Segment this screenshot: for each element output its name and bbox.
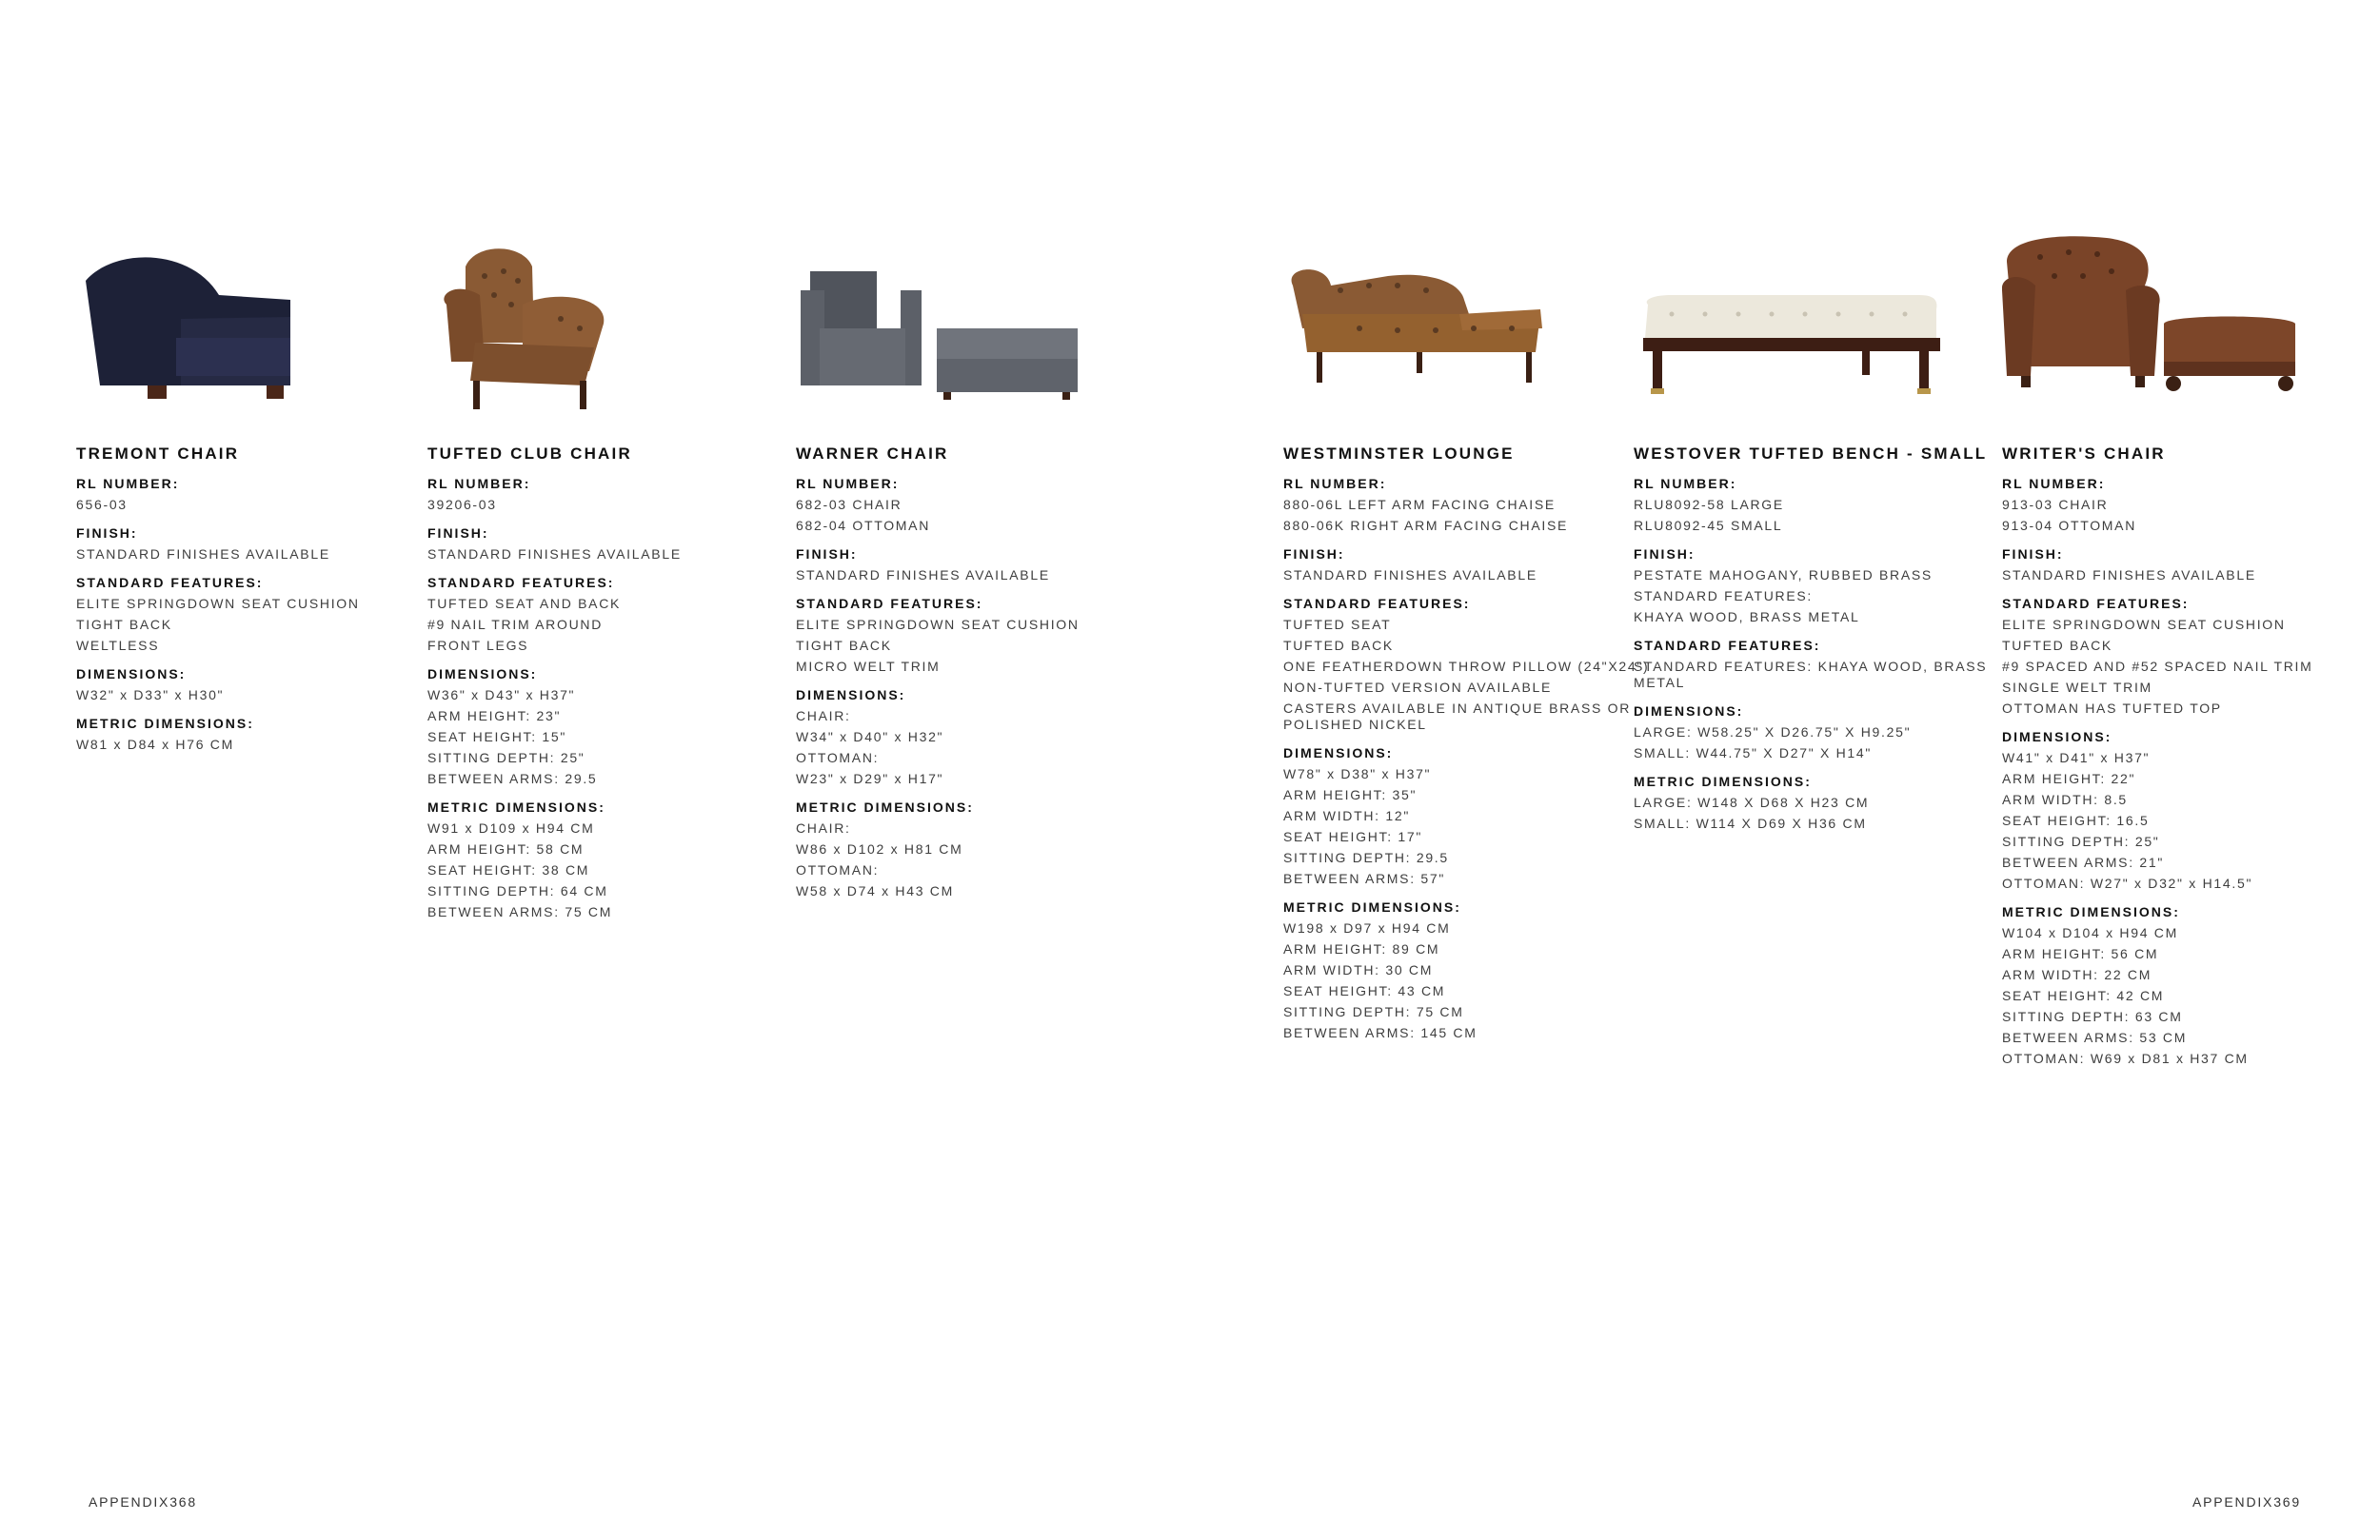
spec-value: OTTOMAN: bbox=[796, 750, 880, 765]
spec-section bbox=[427, 524, 799, 563]
spec-value: SITTING DEPTH: 75 CM bbox=[1283, 1004, 1464, 1019]
spec-section bbox=[1283, 744, 1655, 887]
spec-value: SEAT HEIGHT: 16.5 bbox=[2002, 813, 2150, 828]
spec-section bbox=[796, 686, 1167, 787]
westover-bench-image bbox=[1634, 286, 1948, 405]
warner-chair-image bbox=[796, 262, 1081, 414]
spec-value: SEAT HEIGHT: 15" bbox=[427, 729, 567, 744]
spec-value: OTTOMAN HAS TUFTED TOP bbox=[2002, 701, 2222, 716]
spec-label: STANDARD FEATURES: bbox=[2002, 596, 2190, 611]
westminster-lounge-image bbox=[1283, 262, 1550, 414]
spec-value: SMALL: W114 X D69 X H36 CM bbox=[1634, 816, 1867, 831]
spec-label: STANDARD FEATURES: bbox=[76, 575, 264, 590]
spec-value: W81 x D84 x H76 CM bbox=[76, 737, 234, 752]
spec-section bbox=[427, 475, 799, 513]
spec-value: W198 x D97 x H94 CM bbox=[1283, 920, 1451, 936]
spec-value: SEAT HEIGHT: 42 CM bbox=[2002, 988, 2165, 1003]
spec-value: FRONT LEGS bbox=[427, 638, 529, 653]
spec-value: PESTATE MAHOGANY, RUBBED BRASS bbox=[1634, 567, 1933, 582]
spec-value: STANDARD FINISHES AVAILABLE bbox=[1283, 567, 1537, 582]
writers-chair-specs bbox=[2002, 444, 2373, 1078]
spec-value: NON-TUFTED VERSION AVAILABLE bbox=[1283, 680, 1553, 695]
spec-value: W23" x D29" x H17" bbox=[796, 771, 944, 786]
spec-value: TUFTED BACK bbox=[1283, 638, 1394, 653]
spec-value: SEAT HEIGHT: 43 CM bbox=[1283, 983, 1446, 998]
spec-value: SINGLE WELT TRIM bbox=[2002, 680, 2152, 695]
spec-value: ARM WIDTH: 8.5 bbox=[2002, 792, 2128, 807]
spec-value: ARM HEIGHT: 89 CM bbox=[1283, 941, 1440, 957]
spec-value: SITTING DEPTH: 25" bbox=[427, 750, 585, 765]
spec-label: RL NUMBER: bbox=[1634, 476, 1737, 491]
spec-value: W91 x D109 x H94 CM bbox=[427, 820, 595, 836]
spec-value: W78" x D38" x H37" bbox=[1283, 766, 1432, 781]
spec-value: 913-04 OTTOMAN bbox=[2002, 518, 2137, 533]
spec-section bbox=[1634, 637, 2005, 691]
spec-value: LARGE: W148 X D68 X H23 CM bbox=[1634, 795, 1870, 810]
product-title: TREMONT CHAIR bbox=[76, 444, 240, 463]
spec-value: WELTLESS bbox=[76, 638, 160, 653]
spec-value: BETWEEN ARMS: 75 CM bbox=[427, 904, 613, 919]
spec-value: TIGHT BACK bbox=[796, 638, 892, 653]
spec-section bbox=[1283, 898, 1655, 1041]
spec-value: #9 SPACED AND #52 SPACED NAIL TRIM bbox=[2002, 659, 2313, 674]
spec-value: BETWEEN ARMS: 57" bbox=[1283, 871, 1446, 886]
warner-chair-specs bbox=[796, 444, 1167, 911]
spec-value: TUFTED SEAT bbox=[1283, 617, 1392, 632]
spec-value: OTTOMAN: bbox=[796, 862, 880, 878]
spec-label: FINISH: bbox=[796, 546, 858, 562]
spec-value: W104 x D104 x H94 CM bbox=[2002, 925, 2178, 940]
product-title: WESTMINSTER LOUNGE bbox=[1283, 444, 1515, 463]
spec-value: SEAT HEIGHT: 17" bbox=[1283, 829, 1423, 844]
spec-section bbox=[76, 715, 447, 753]
spec-value: 656-03 bbox=[76, 497, 128, 512]
tremont-chair-specs bbox=[76, 444, 447, 764]
spec-value: CASTERS AVAILABLE IN ANTIQUE BRASS OR POLISHED NICKEL bbox=[1283, 701, 1632, 732]
spec-section bbox=[2002, 595, 2373, 717]
spec-value: W34" x D40" x H32" bbox=[796, 729, 944, 744]
spec-label: RL NUMBER: bbox=[76, 476, 180, 491]
spec-value: STANDARD FINISHES AVAILABLE bbox=[427, 546, 682, 562]
spec-value: BETWEEN ARMS: 53 CM bbox=[2002, 1030, 2188, 1045]
spec-label: METRIC DIMENSIONS: bbox=[1283, 899, 1461, 915]
spec-value: W41" x D41" x H37" bbox=[2002, 750, 2151, 765]
spec-label: RL NUMBER: bbox=[796, 476, 900, 491]
spec-section bbox=[1634, 475, 2005, 534]
spec-value: TIGHT BACK bbox=[76, 617, 172, 632]
spec-section bbox=[2002, 475, 2373, 534]
spec-label: METRIC DIMENSIONS: bbox=[2002, 904, 2180, 919]
spec-value: ARM WIDTH: 30 CM bbox=[1283, 962, 1434, 977]
spec-label: DIMENSIONS: bbox=[427, 666, 538, 681]
spec-section bbox=[2002, 903, 2373, 1067]
spec-label: METRIC DIMENSIONS: bbox=[76, 716, 254, 731]
spec-section bbox=[427, 665, 799, 787]
product-title: WARNER CHAIR bbox=[796, 444, 949, 463]
spec-value: STANDARD FINISHES AVAILABLE bbox=[2002, 567, 2256, 582]
spec-label: METRIC DIMENSIONS: bbox=[427, 800, 605, 815]
tufted-club-chair-image bbox=[427, 238, 618, 414]
spec-label: FINISH: bbox=[76, 525, 138, 541]
spec-value: 880-06L LEFT ARM FACING CHAISE bbox=[1283, 497, 1556, 512]
spec-value: STANDARD FINISHES AVAILABLE bbox=[76, 546, 330, 562]
spec-label: RL NUMBER: bbox=[427, 476, 531, 491]
spec-label: DIMENSIONS: bbox=[1283, 745, 1394, 760]
spec-value: W86 x D102 x H81 CM bbox=[796, 841, 963, 857]
spec-value: SITTING DEPTH: 29.5 bbox=[1283, 850, 1449, 865]
spec-value: W58 x D74 x H43 CM bbox=[796, 883, 954, 898]
spec-section bbox=[427, 574, 799, 654]
spec-value: ELITE SPRINGDOWN SEAT CUSHION bbox=[796, 617, 1080, 632]
spec-value: 39206-03 bbox=[427, 497, 497, 512]
spec-label: FINISH: bbox=[1634, 546, 1696, 562]
product-title: WESTOVER TUFTED BENCH - SMALL bbox=[1634, 444, 1988, 463]
spec-value: STANDARD FEATURES: KHAYA WOOD, BRASS METAL bbox=[1634, 659, 1988, 690]
spec-section bbox=[2002, 728, 2373, 892]
spec-section bbox=[76, 574, 447, 654]
tremont-chair-image bbox=[76, 243, 305, 414]
spec-label: FINISH: bbox=[2002, 546, 2064, 562]
spec-value: LARGE: W58.25" X D26.75" X H9.25" bbox=[1634, 724, 1912, 740]
spec-value: ONE FEATHERDOWN THROW PILLOW (24"X24") bbox=[1283, 659, 1650, 674]
spec-value: W32" x D33" x H30" bbox=[76, 687, 225, 702]
spec-value: #9 NAIL TRIM AROUND bbox=[427, 617, 604, 632]
spec-label: DIMENSIONS: bbox=[76, 666, 187, 681]
spec-section bbox=[796, 595, 1167, 675]
spec-value: RLU8092-58 LARGE bbox=[1634, 497, 1784, 512]
spec-label: METRIC DIMENSIONS: bbox=[796, 800, 974, 815]
page-number-right: APPENDIX369 bbox=[2192, 1494, 2301, 1510]
spec-value: CHAIR: bbox=[796, 708, 851, 723]
spec-section bbox=[2002, 545, 2373, 583]
spec-value: 682-04 OTTOMAN bbox=[796, 518, 931, 533]
product-title: TUFTED CLUB CHAIR bbox=[427, 444, 632, 463]
spec-value: STANDARD FEATURES: bbox=[1634, 588, 1813, 603]
spec-section bbox=[1634, 702, 2005, 761]
spec-value: TUFTED BACK bbox=[2002, 638, 2112, 653]
page-number-left: APPENDIX368 bbox=[89, 1494, 197, 1510]
spec-value: KHAYA WOOD, BRASS METAL bbox=[1634, 609, 1860, 624]
spec-value: ARM HEIGHT: 56 CM bbox=[2002, 946, 2159, 961]
spec-value: BETWEEN ARMS: 21" bbox=[2002, 855, 2165, 870]
spec-value: SMALL: W44.75" X D27" X H14" bbox=[1634, 745, 1873, 760]
writers-chair-image bbox=[2002, 233, 2302, 414]
spec-section bbox=[1634, 773, 2005, 832]
spec-section bbox=[76, 475, 447, 513]
spec-value: ARM HEIGHT: 22" bbox=[2002, 771, 2136, 786]
spec-value: OTTOMAN: W69 x D81 x H37 CM bbox=[2002, 1051, 2249, 1066]
spec-value: SITTING DEPTH: 25" bbox=[2002, 834, 2160, 849]
spec-label: DIMENSIONS: bbox=[2002, 729, 2112, 744]
spec-value: BETWEEN ARMS: 145 CM bbox=[1283, 1025, 1478, 1040]
spec-value: W36" x D43" x H37" bbox=[427, 687, 576, 702]
spec-value: SEAT HEIGHT: 38 CM bbox=[427, 862, 590, 878]
spec-value: CHAIR: bbox=[796, 820, 851, 836]
spec-value: SITTING DEPTH: 63 CM bbox=[2002, 1009, 2183, 1024]
spec-value: ELITE SPRINGDOWN SEAT CUSHION bbox=[2002, 617, 2286, 632]
spec-section bbox=[76, 524, 447, 563]
spec-label: DIMENSIONS: bbox=[796, 687, 906, 702]
spec-value: ARM WIDTH: 22 CM bbox=[2002, 967, 2152, 982]
spec-value: ELITE SPRINGDOWN SEAT CUSHION bbox=[76, 596, 360, 611]
product-title: WRITER'S CHAIR bbox=[2002, 444, 2166, 463]
spec-value: OTTOMAN: W27" x D32" x H14.5" bbox=[2002, 876, 2253, 891]
spec-label: STANDARD FEATURES: bbox=[1634, 638, 1821, 653]
spec-value: ARM WIDTH: 12" bbox=[1283, 808, 1410, 823]
spec-section bbox=[796, 475, 1167, 534]
spec-label: RL NUMBER: bbox=[2002, 476, 2106, 491]
spec-value: MICRO WELT TRIM bbox=[796, 659, 941, 674]
spec-section bbox=[427, 799, 799, 920]
spec-value: SITTING DEPTH: 64 CM bbox=[427, 883, 608, 898]
spec-value: RLU8092-45 SMALL bbox=[1634, 518, 1783, 533]
spec-label: RL NUMBER: bbox=[1283, 476, 1387, 491]
spec-section bbox=[1283, 595, 1655, 733]
spec-section bbox=[796, 545, 1167, 583]
spec-value: TUFTED SEAT AND BACK bbox=[427, 596, 622, 611]
spec-section bbox=[76, 665, 447, 703]
spec-label: FINISH: bbox=[427, 525, 489, 541]
spec-value: ARM HEIGHT: 23" bbox=[427, 708, 562, 723]
spec-label: STANDARD FEATURES: bbox=[1283, 596, 1471, 611]
spec-label: STANDARD FEATURES: bbox=[427, 575, 615, 590]
spec-section bbox=[1634, 545, 2005, 625]
spec-value: 913-03 CHAIR bbox=[2002, 497, 2109, 512]
spec-value: 682-03 CHAIR bbox=[796, 497, 902, 512]
spec-value: STANDARD FINISHES AVAILABLE bbox=[796, 567, 1050, 582]
spec-label: METRIC DIMENSIONS: bbox=[1634, 774, 1812, 789]
spec-value: ARM HEIGHT: 35" bbox=[1283, 787, 1418, 802]
westover-bench-specs bbox=[1634, 444, 2005, 843]
spec-label: DIMENSIONS: bbox=[1634, 703, 1744, 719]
spec-label: FINISH: bbox=[1283, 546, 1345, 562]
westminster-lounge-specs bbox=[1283, 444, 1655, 1053]
spec-section bbox=[796, 799, 1167, 899]
spec-value: ARM HEIGHT: 58 CM bbox=[427, 841, 585, 857]
spec-value: BETWEEN ARMS: 29.5 bbox=[427, 771, 598, 786]
spec-value: 880-06K RIGHT ARM FACING CHAISE bbox=[1283, 518, 1569, 533]
spec-label: STANDARD FEATURES: bbox=[796, 596, 983, 611]
tufted-club-chair-specs bbox=[427, 444, 799, 932]
spec-section bbox=[1283, 545, 1655, 583]
spec-section bbox=[1283, 475, 1655, 534]
